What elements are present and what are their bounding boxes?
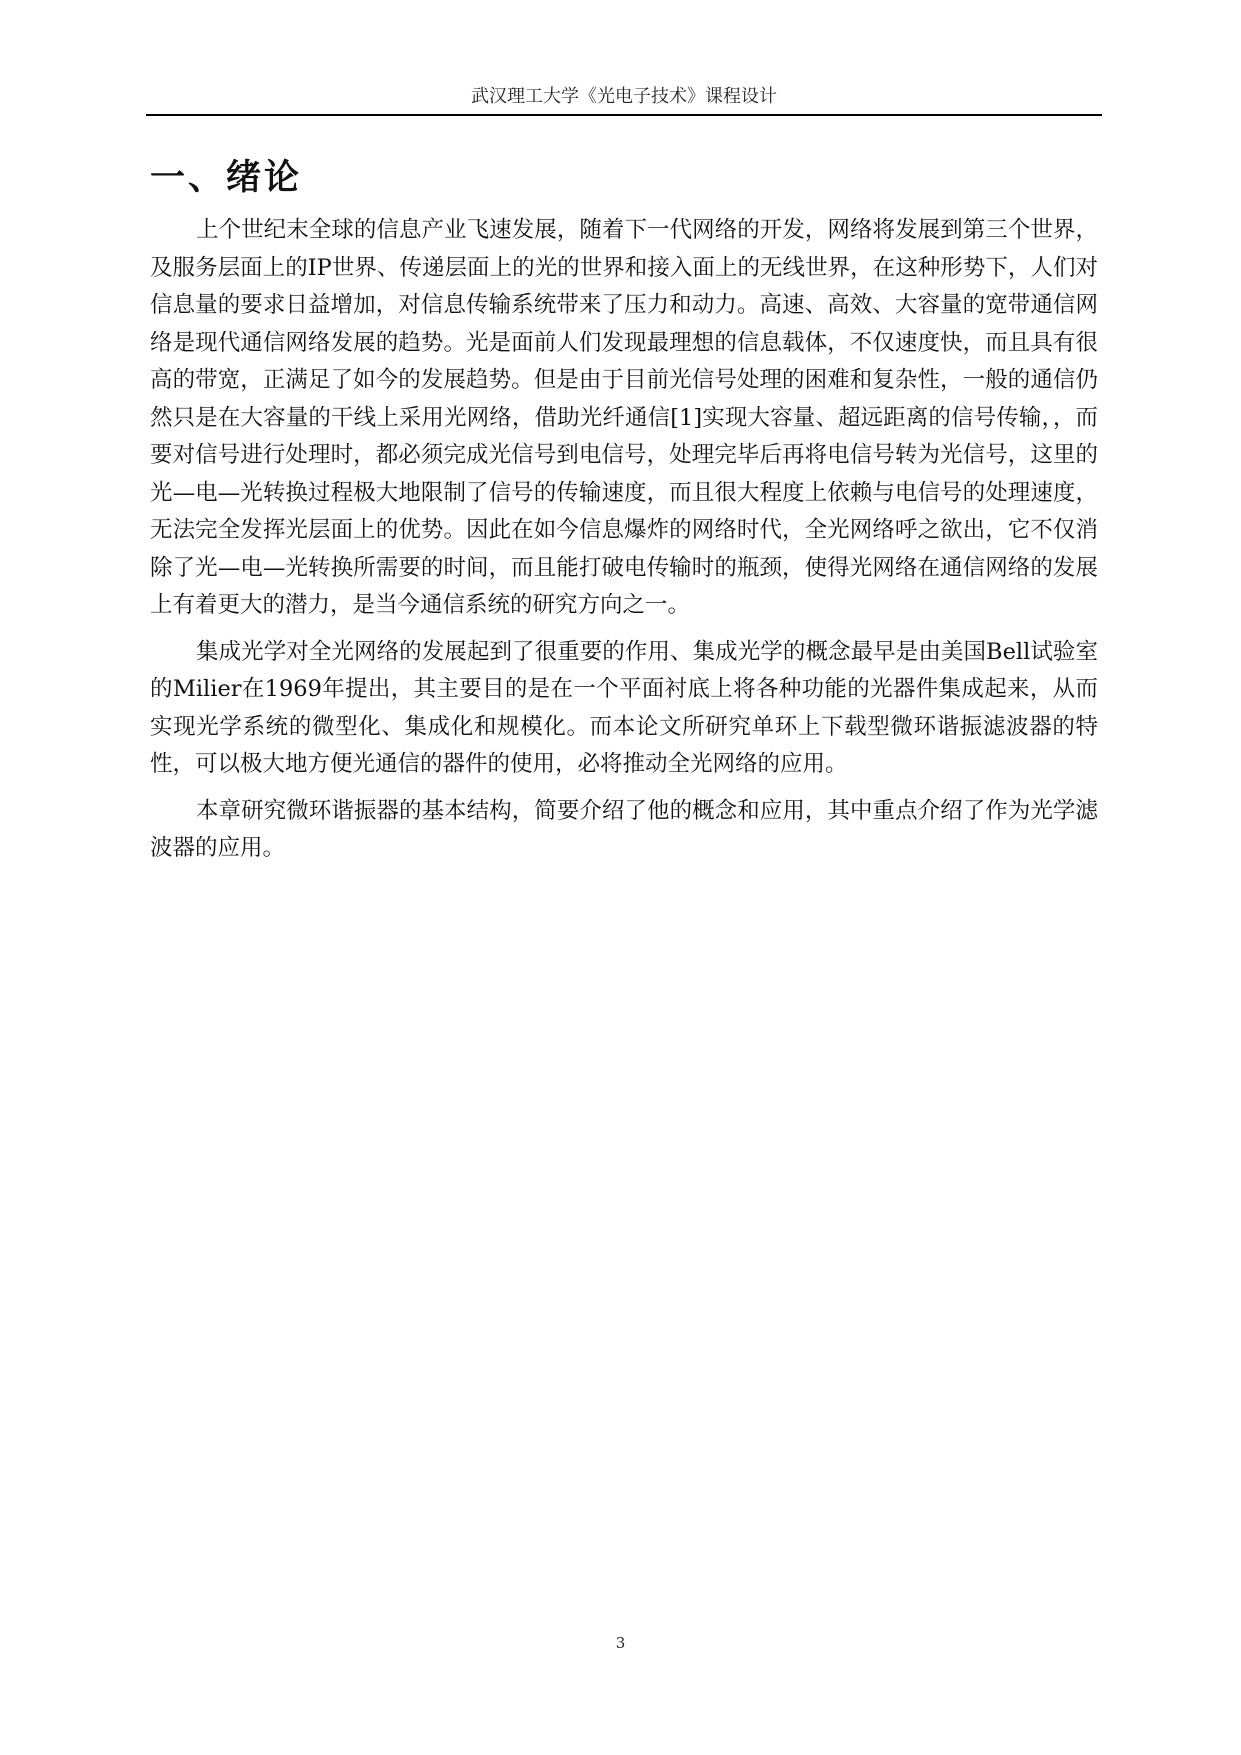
page-number: 3 — [615, 1634, 626, 1652]
paragraph-integrated-optics: 集成光学对全光网络的发展起到了很重要的作用、集成光学的概念最早是由美国Bell试验室的Milier在1969年提出，其主要目的是在一个平面衬底上将各种功能的光器件集成起来，从而实现光学系统的微型化、集成化和规模化。而本论文所研究单环上下载型微环谐振滤波器的特性，可以极大地方便光通信的器件的使用，必将推动全光网络的应用。 — [150, 638, 1098, 777]
header-rule — [146, 114, 1102, 116]
body-text — [150, 212, 1098, 868]
chapter-title: 一、绪论 — [150, 158, 303, 198]
running-header: 武汉理工大学《光电子技术》课程设计 — [471, 86, 777, 107]
paragraph-introduction-background: 上个世纪末全球的信息产业飞速发展，随着下一代网络的开发，网络将发展到第三个世界，及服务层面上的IP世界、传递层面上的光的世界和接入面上的无线世界，在这种形势下，人们对信息量的要求日益增加，对信息传输系统带来了压力和动力。高速、高效、大容量的宽带通信网络是现代通信网络发展的趋势。光是面前人们发现最理想的信息载体，不仅速度快，而且具有很高的带宽，正满足了如今的发展趋势。但是由于目前光信号处理的困难和复杂性，一般的通信仍然只是在大容量的干线上采用光网络，借助光纤通信[1]实现大容量、超远距离的信号传输，，而要对信号进行处理时，都必须完成光信号到电信号，处理完毕后再将电信号转为光信号，这里的光—电—光转换过程极大地限制了信号的传输速度，而且很大程度上依赖与电信号的处理速度，无法完全发挥光层面上的优势。因此在如今信息爆炸的网络时代，全光网络呼之欲出，它不仅消除了光—电—光转换所需要的时间，而且能打破电传输时的瓶颈，使得光网络在通信网络的发展上有着更大的潜力，是当今通信系统的研究方向之一。 — [150, 217, 1098, 618]
paragraph-chapter-scope: 本章研究微环谐振器的基本结构，简要介绍了他的概念和应用，其中重点介绍了作为光学滤波器的应用。 — [150, 797, 1098, 861]
